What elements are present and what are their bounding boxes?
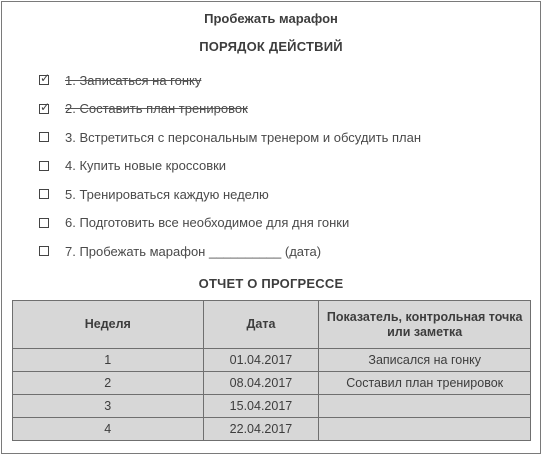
checkbox[interactable] <box>39 189 49 199</box>
checklist-item-text: 4. Купить новые кроссовки <box>65 158 227 174</box>
checklist-item <box>39 95 421 124</box>
checklist-item-text: 7. Пробежать марафон __________ (дата) <box>65 243 322 259</box>
header-week: Неделя <box>13 301 204 349</box>
checklist-item-text: 2. Составить план тренировок <box>65 101 248 117</box>
actions-heading: ПОРЯДОК ДЕЙСТВИЙ <box>199 39 343 54</box>
table-header-row <box>13 301 531 349</box>
checkbox[interactable] <box>39 132 49 142</box>
checkbox[interactable] <box>39 218 49 228</box>
checklist-item <box>39 123 421 152</box>
table-row <box>13 349 531 372</box>
checklist-item-text: 6. Подготовить все необходимое для дня гонки <box>65 215 350 231</box>
cell-note: Записался на гонку <box>319 349 531 372</box>
cell-note <box>319 395 531 418</box>
checked-checkbox[interactable] <box>39 71 51 86</box>
document-title: Пробежать марафон <box>204 11 338 26</box>
check-icon: ✓ <box>40 99 51 114</box>
cell-date: 08.04.2017 <box>203 372 319 395</box>
checklist-item <box>39 152 421 181</box>
document-page <box>1 1 541 454</box>
action-checklist <box>39 66 421 266</box>
table-row <box>13 372 531 395</box>
checklist-item-text: 1. Записаться на гонку <box>65 72 202 88</box>
checkbox[interactable] <box>39 161 49 171</box>
table-row <box>13 418 531 441</box>
checklist-item-text: 5. Тренироваться каждую неделю <box>65 186 269 202</box>
checklist-item <box>39 209 421 238</box>
checked-checkbox[interactable] <box>39 99 51 114</box>
cell-week: 3 <box>13 395 204 418</box>
checklist-item <box>39 237 421 266</box>
cell-week: 2 <box>13 372 204 395</box>
checkbox[interactable] <box>39 246 49 256</box>
checklist-item <box>39 180 421 209</box>
cell-week: 1 <box>13 349 204 372</box>
progress-table <box>12 300 531 441</box>
header-date: Дата <box>203 301 319 349</box>
checklist-item <box>39 66 421 95</box>
cell-date: 15.04.2017 <box>203 395 319 418</box>
progress-heading: ОТЧЕТ О ПРОГРЕССЕ <box>198 276 344 291</box>
cell-note <box>319 418 531 441</box>
cell-date: 01.04.2017 <box>203 349 319 372</box>
header-note: Показатель, контрольная точка или заметка <box>319 301 531 349</box>
check-icon: ✓ <box>40 71 51 86</box>
checklist-item-text: 3. Встретиться с персональным тренером и обсудить план <box>65 129 422 145</box>
cell-note: Составил план тренировок <box>319 372 531 395</box>
cell-week: 4 <box>13 418 204 441</box>
cell-date: 22.04.2017 <box>203 418 319 441</box>
table-row <box>13 395 531 418</box>
